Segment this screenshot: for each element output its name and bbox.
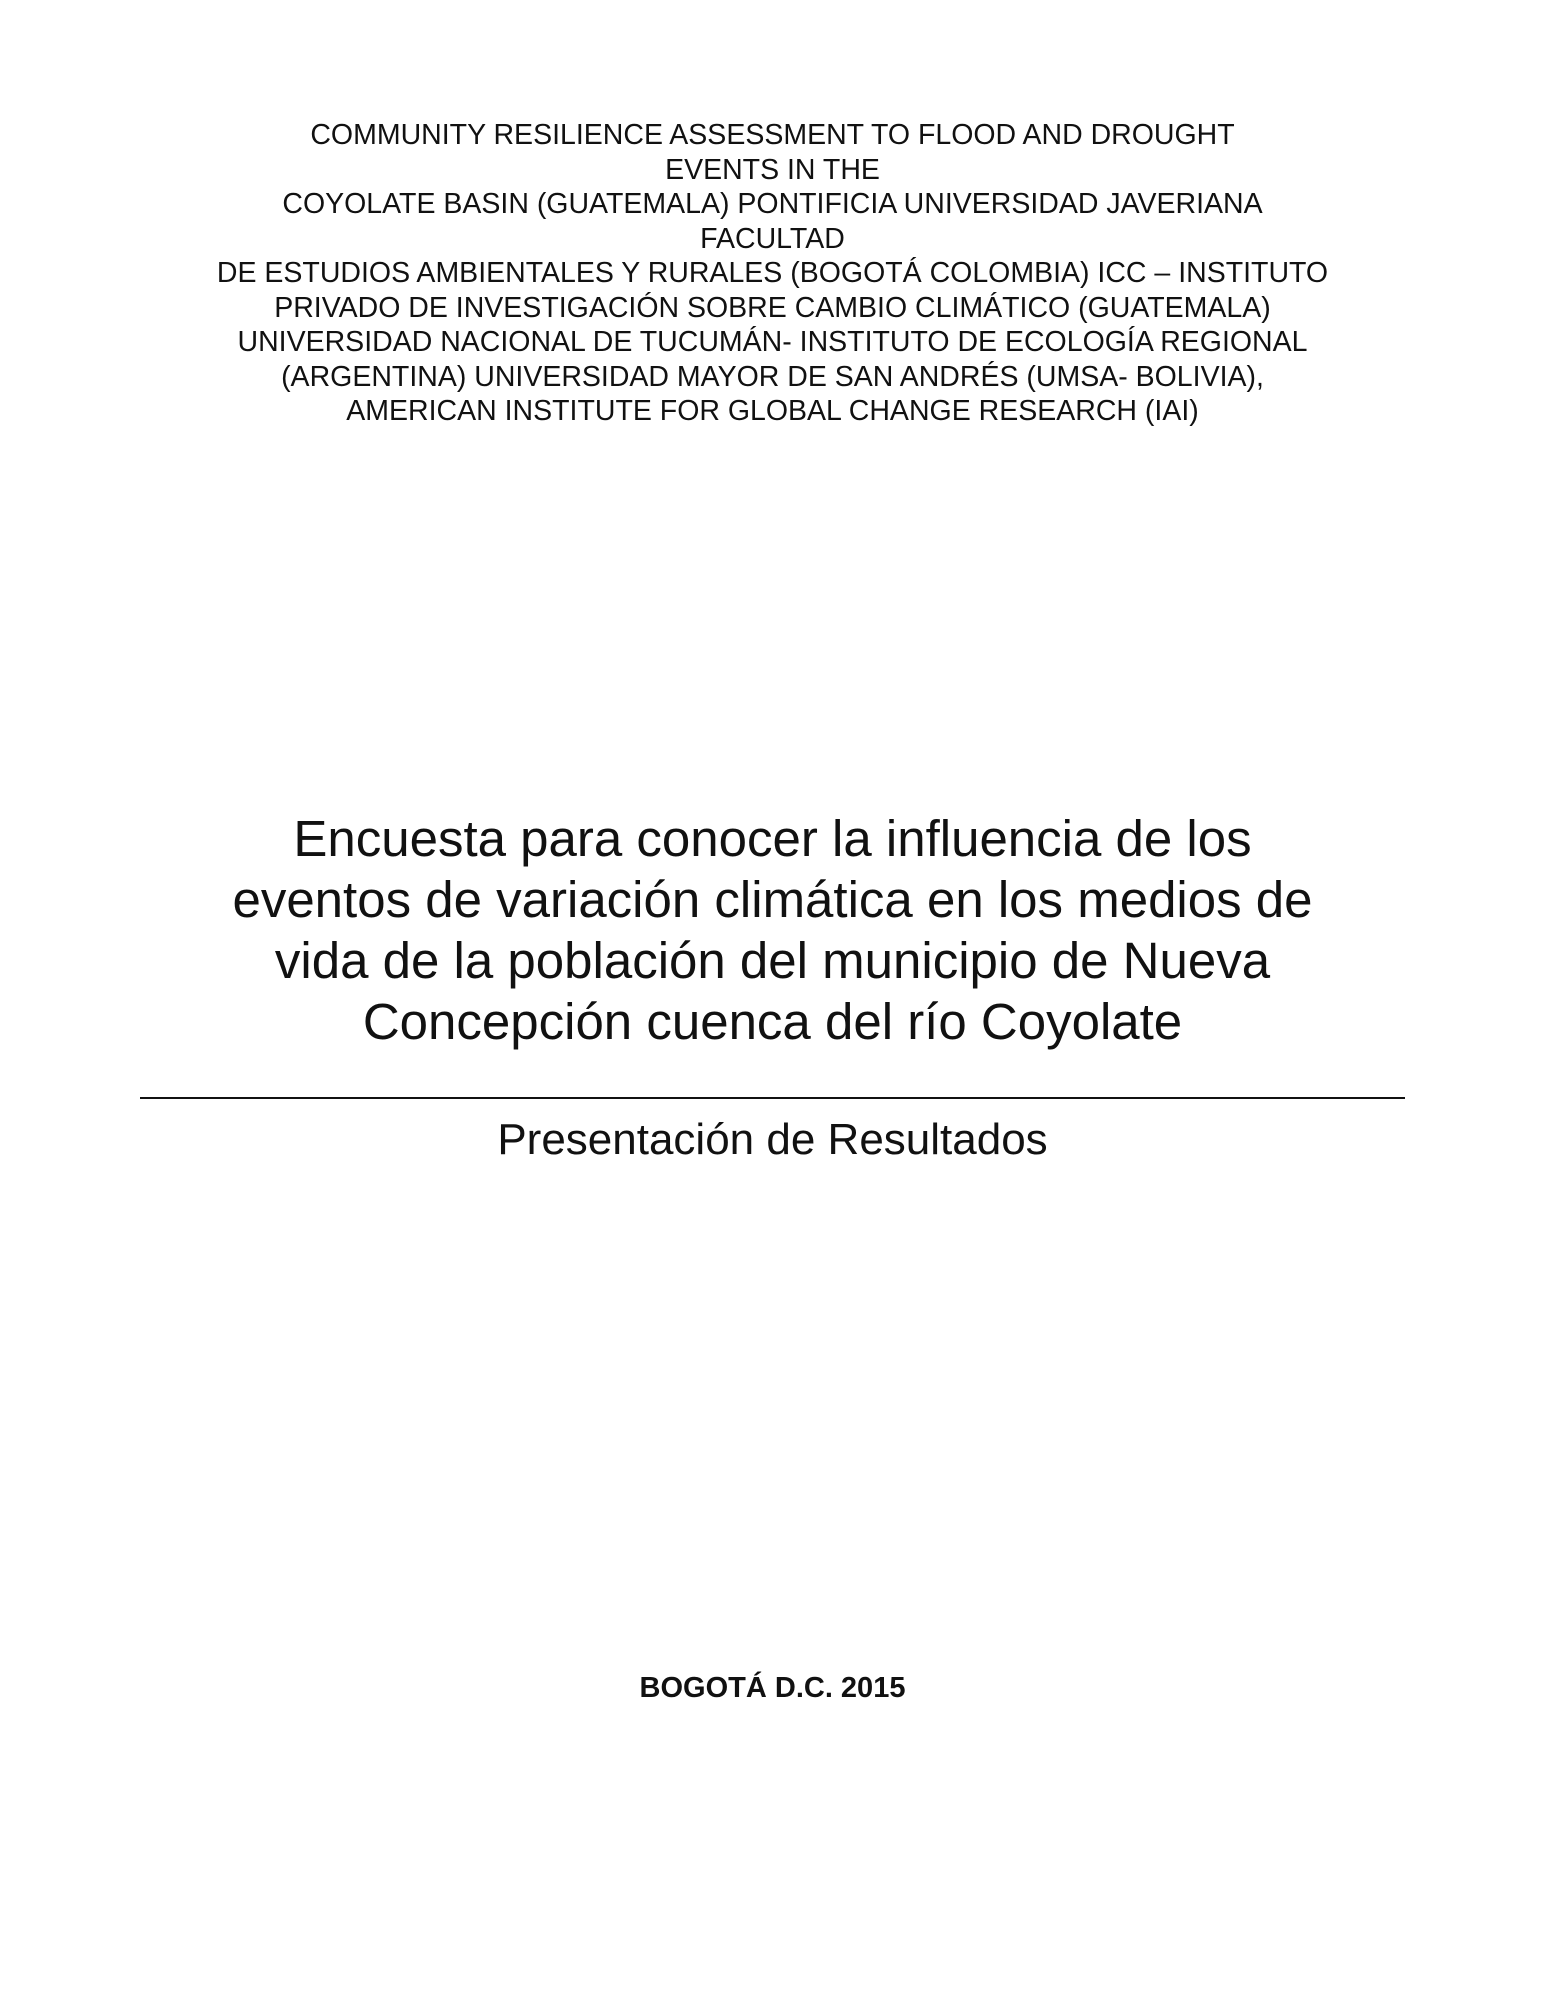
place-and-date: BOGOTÁ D.C. 2015 [639, 1672, 906, 1704]
header-line: FACULTAD [700, 222, 845, 255]
header-line: COMMUNITY RESILIENCE ASSESSMENT TO FLOOD AND DROUGHT [310, 119, 1235, 151]
header-line: UNIVERSIDAD NACIONAL DE TUCUMÁN- INSTITUTO DE ECOLOGÍA REGIONAL [237, 326, 1308, 358]
header-line: DE ESTUDIOS AMBIENTALES Y RURALES (BOGOTÁ COLOMBIA) ICC – INSTITUTO [216, 257, 1329, 289]
title-line: eventos de variación climática en los medios de [232, 871, 1313, 928]
title-line: Concepción cuenca del río Coyolate [362, 993, 1183, 1050]
header-line: PRIVADO DE INVESTIGACIÓN SOBRE CAMBIO CLIMÁTICO (GUATEMALA) [274, 291, 1271, 324]
header-line: AMERICAN INSTITUTE FOR GLOBAL CHANGE RESEARCH (IAI) [346, 395, 1199, 427]
title-line: Encuesta para conocer la influencia de los [293, 810, 1252, 867]
document-title [140, 808, 1405, 1052]
header-line: COYOLATE BASIN (GUATEMALA) PONTIFICIA UNIVERSIDAD JAVERIANA [282, 188, 1263, 220]
institution-header [140, 118, 1405, 429]
document-subtitle: Presentación de Resultados [497, 1115, 1048, 1164]
title-divider [140, 1097, 1405, 1099]
header-line: EVENTS IN THE [665, 153, 880, 186]
header-line: (ARGENTINA) UNIVERSIDAD MAYOR DE SAN ANDRÉS (UMSA- BOLIVIA), [281, 360, 1264, 393]
title-line: vida de la población del municipio de Nueva [274, 932, 1271, 989]
